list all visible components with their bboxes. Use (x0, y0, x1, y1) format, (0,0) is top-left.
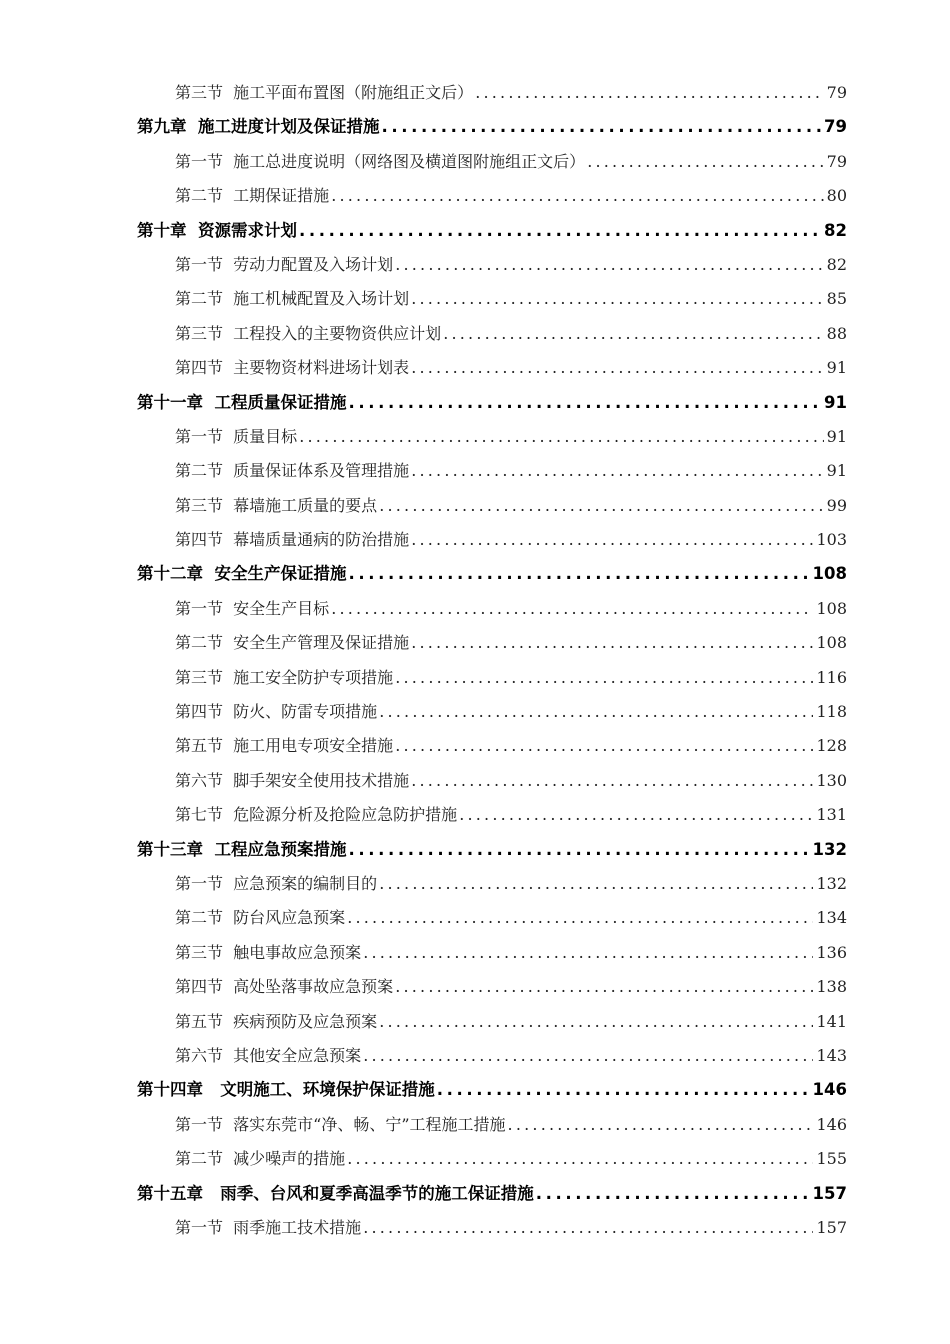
toc-entry-title: 第五节 施工用电专项安全措施 (175, 736, 394, 756)
toc-dot-leader (299, 420, 823, 454)
toc-dot-leader (395, 729, 813, 763)
toc-section-entry[interactable] (137, 729, 847, 763)
toc-page-number: 118 (816, 702, 847, 722)
toc-section-entry[interactable] (137, 523, 847, 557)
toc-page-number: 141 (816, 1011, 847, 1031)
toc-entry-title: 第一节 落实东莞市“净、畅、宁”工程施工措施 (175, 1114, 506, 1134)
toc-section-entry[interactable] (137, 867, 847, 901)
toc-dot-leader (379, 695, 813, 729)
toc-page-number: 80 (826, 186, 847, 206)
toc-page-number: 108 (816, 633, 847, 653)
toc-dot-leader (379, 1005, 813, 1039)
toc-entry-title: 第十三章 工程应急预案措施 (137, 839, 347, 859)
toc-entry-title: 第三节 施工平面布置图（附施组正文后） (175, 83, 474, 102)
toc-page-number: 79 (826, 151, 847, 171)
toc-entry-title: 第一节 劳动力配置及入场计划 (175, 254, 394, 274)
toc-page-number: 138 (816, 977, 847, 997)
toc-page-number: 132 (816, 873, 847, 893)
toc-section-entry[interactable] (137, 282, 847, 316)
toc-entry-title: 第十四章 文明施工、环境保护保证措施 (137, 1080, 435, 1100)
toc-chapter-entry[interactable] (137, 214, 847, 248)
toc-section-entry[interactable] (137, 592, 847, 626)
toc-dot-leader (349, 557, 810, 591)
toc-section-entry[interactable] (137, 351, 847, 385)
toc-dot-leader (331, 179, 823, 213)
toc-chapter-entry[interactable] (137, 110, 847, 144)
toc-page-number: 91 (824, 392, 847, 412)
toc-dot-leader (508, 1108, 814, 1142)
toc-dot-leader (536, 1177, 810, 1211)
toc-entry-title: 第一节 施工总进度说明（网络图及横道图附施组正文后） (175, 151, 586, 171)
toc-dot-leader (411, 454, 823, 488)
toc-dot-leader (363, 936, 813, 970)
toc-entry-title: 第一节 应急预案的编制目的 (175, 873, 378, 893)
toc-entry-title: 第四节 主要物资材料进场计划表 (175, 358, 410, 378)
toc-dot-leader (459, 798, 813, 832)
toc-section-entry[interactable] (137, 1039, 847, 1073)
toc-page-number: 88 (826, 323, 847, 343)
toc-entry-title: 第六节 其他安全应急预案 (175, 1045, 362, 1065)
toc-page-number: 108 (812, 564, 847, 584)
toc-entry-title: 第三节 幕墙施工质量的要点 (175, 495, 378, 515)
toc-dot-leader (411, 764, 813, 798)
toc-page-number: 130 (816, 770, 847, 790)
toc-page-number: 155 (816, 1149, 847, 1169)
toc-entry-title: 第六节 脚手架安全使用技术措施 (175, 770, 410, 790)
toc-section-entry[interactable] (137, 695, 847, 729)
toc-entry-title: 第七节 危险源分析及抢险应急防护措施 (175, 805, 458, 825)
toc-dot-leader (363, 1039, 813, 1073)
toc-dot-leader (379, 867, 813, 901)
toc-page-number: 143 (816, 1045, 847, 1065)
toc-section-entry[interactable] (137, 1211, 847, 1245)
toc-entry-title: 第二节 安全生产管理及保证措施 (175, 633, 410, 653)
toc-entry-title: 第三节 触电事故应急预案 (175, 942, 362, 962)
toc-dot-leader (587, 145, 823, 179)
toc-page-number: 157 (812, 1183, 847, 1203)
toc-page-number: 146 (816, 1114, 847, 1134)
toc-page-number: 91 (826, 426, 847, 446)
toc-dot-leader (443, 317, 823, 351)
toc-dot-leader (395, 661, 813, 695)
toc-section-entry[interactable] (137, 454, 847, 488)
toc-page-number: 91 (826, 358, 847, 378)
toc-section-entry[interactable] (137, 661, 847, 695)
toc-section-entry[interactable] (137, 798, 847, 832)
toc-chapter-entry[interactable] (137, 557, 847, 591)
toc-page-number: 99 (826, 495, 847, 515)
toc-section-entry[interactable] (137, 970, 847, 1004)
toc-dot-leader (411, 351, 823, 385)
toc-section-entry[interactable] (137, 1005, 847, 1039)
toc-entry-title: 第二节 质量保证体系及管理措施 (175, 461, 410, 481)
toc-page-number: 131 (816, 805, 847, 825)
toc-page-number: 82 (824, 220, 847, 240)
toc-dot-leader (437, 1073, 810, 1107)
toc-chapter-entry[interactable] (137, 833, 847, 867)
toc-dot-leader (363, 1211, 813, 1245)
toc-page-number: 132 (812, 839, 847, 859)
toc-section-entry[interactable] (137, 76, 847, 110)
toc-dot-leader (411, 626, 813, 660)
toc-chapter-entry[interactable] (137, 1073, 847, 1107)
toc-dot-leader (411, 523, 813, 557)
toc-entry-title: 第十二章 安全生产保证措施 (137, 564, 347, 584)
toc-section-entry[interactable] (137, 248, 847, 282)
toc-entry-title: 第三节 施工安全防护专项措施 (175, 667, 394, 687)
toc-dot-leader (299, 214, 821, 248)
toc-page-number: 103 (816, 530, 847, 550)
toc-entry-title: 第十五章 雨季、台风和夏季高温季节的施工保证措施 (137, 1183, 534, 1203)
toc-section-entry[interactable] (137, 317, 847, 351)
toc-dot-leader (395, 248, 823, 282)
toc-section-entry[interactable] (137, 145, 847, 179)
toc-entry-title: 第四节 高处坠落事故应急预案 (175, 977, 394, 997)
toc-page-number: 82 (826, 254, 847, 274)
toc-page-number: 146 (812, 1080, 847, 1100)
toc-section-entry[interactable] (137, 1142, 847, 1176)
toc-dot-leader (331, 592, 813, 626)
toc-dot-leader (382, 110, 822, 144)
toc-entry-title: 第一节 质量目标 (175, 426, 298, 446)
toc-entry-title: 第十一章 工程质量保证措施 (137, 392, 347, 412)
toc-entry-title: 第一节 雨季施工技术措施 (175, 1217, 362, 1237)
toc-entry-title: 第十章 资源需求计划 (137, 220, 297, 240)
toc-dot-leader (411, 282, 823, 316)
toc-entry-title: 第二节 工期保证措施 (175, 186, 330, 206)
toc-chapter-entry[interactable] (137, 386, 847, 420)
toc-entry-title: 第四节 幕墙质量通病的防治措施 (175, 530, 410, 550)
toc-page-number: 85 (826, 289, 847, 309)
toc-dot-leader (349, 833, 810, 867)
toc-page-number: 136 (816, 942, 847, 962)
toc-dot-leader (475, 76, 823, 110)
toc-section-entry[interactable] (137, 489, 847, 523)
toc-entry-title: 第二节 防台风应急预案 (175, 908, 346, 928)
toc-page-number: 134 (816, 908, 847, 928)
toc-section-entry[interactable] (137, 901, 847, 935)
toc-section-entry[interactable] (137, 936, 847, 970)
toc-entry-title: 第三节 工程投入的主要物资供应计划 (175, 323, 442, 343)
toc-dot-leader (395, 970, 813, 1004)
toc-entry-title: 第二节 减少噪声的措施 (175, 1149, 346, 1169)
toc-page-number: 128 (816, 736, 847, 756)
toc-page-number: 157 (816, 1217, 847, 1237)
toc-section-entry[interactable] (137, 764, 847, 798)
toc-entry-title: 第二节 施工机械配置及入场计划 (175, 289, 410, 309)
toc-dot-leader (347, 1142, 813, 1176)
toc-entry-title: 第四节 防火、防雷专项措施 (175, 702, 378, 722)
table-of-contents (137, 76, 847, 1245)
toc-dot-leader (379, 489, 823, 523)
toc-page-number: 116 (816, 667, 847, 687)
toc-chapter-entry[interactable] (137, 1177, 847, 1211)
toc-page-number: 79 (824, 117, 847, 137)
toc-entry-title: 第五节 疾病预防及应急预案 (175, 1011, 378, 1031)
toc-section-entry[interactable] (137, 179, 847, 213)
toc-section-entry[interactable] (137, 1108, 847, 1142)
toc-section-entry[interactable] (137, 626, 847, 660)
toc-dot-leader (349, 386, 822, 420)
toc-entry-title: 第九章 施工进度计划及保证措施 (137, 117, 380, 137)
toc-section-entry[interactable] (137, 420, 847, 454)
toc-page-number: 108 (816, 598, 847, 618)
toc-entry-title: 第一节 安全生产目标 (175, 598, 330, 618)
toc-dot-leader (347, 901, 813, 935)
toc-page-number: 91 (826, 461, 847, 481)
toc-page-number: 79 (826, 83, 847, 102)
